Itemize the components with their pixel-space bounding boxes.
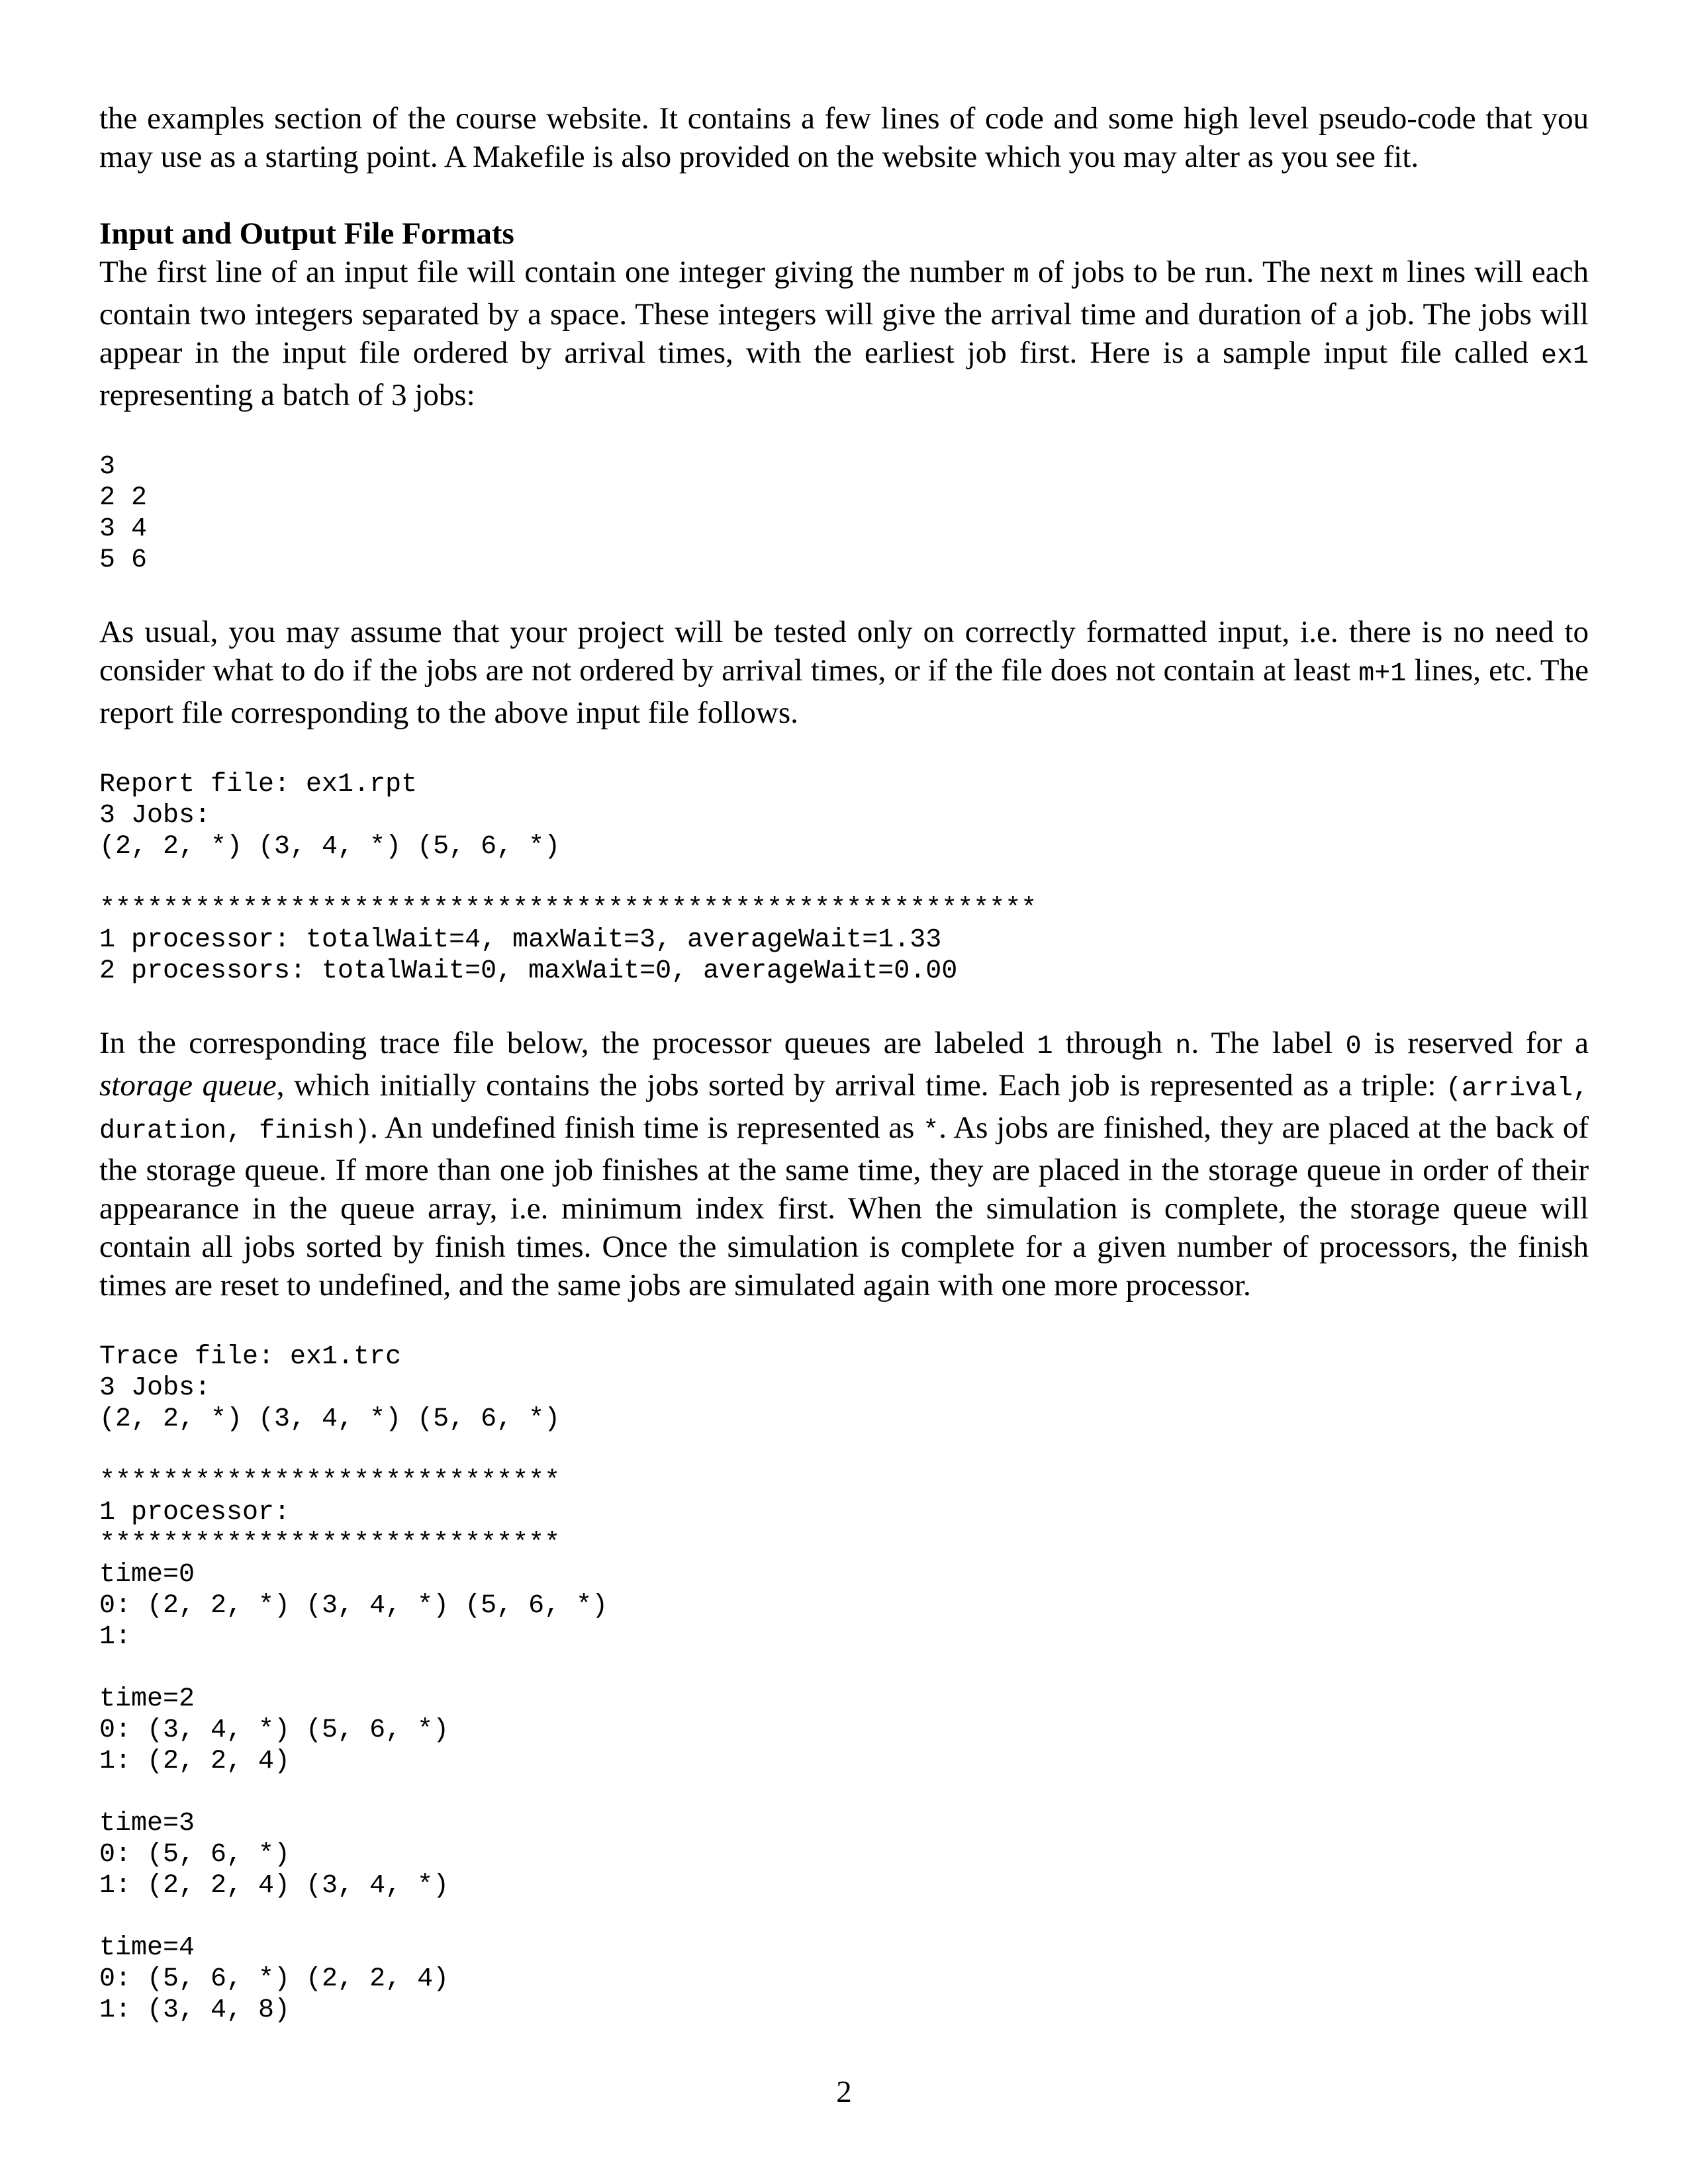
- code-line: time=0: [99, 1560, 195, 1590]
- code-line: 3: [99, 452, 116, 482]
- code-line: time=2: [99, 1684, 195, 1714]
- code-line: 1: (3, 4, 8): [99, 1995, 291, 2025]
- intro-paragraph: the examples section of the course website. It contains a few lines of code and some high level pseudo-code that you may use as a starting point. A Makefile is also provided on the website which you may alter as you see fit.: [99, 101, 1589, 174]
- input-sample: [99, 451, 1589, 576]
- code-line: *****************************: [99, 1529, 561, 1559]
- report-file-listing: [99, 769, 1589, 987]
- code-line: 0: (2, 2, *) (3, 4, *) (5, 6, *): [99, 1591, 608, 1621]
- code-line: [99, 1653, 1589, 1684]
- code-line: Trace file: ex1.trc: [99, 1342, 402, 1372]
- code-line: ***********************************************************: [99, 894, 1037, 924]
- formats-paragraph: The first line of an input file will contain one integer giving the number m of jobs to be run. The next m lines will each contain two integers separated by a space. These integers will give the arrival time and duration of a job. The jobs will appear in the input file ordered by arrival times, with the earliest job first. Here is a sample input file called ex1 representing a batch of 3 jobs:: [99, 255, 1589, 412]
- code-line: 1: (2, 2, 4): [99, 1747, 291, 1776]
- page-number: 2: [836, 2075, 852, 2109]
- code-line: (2, 2, *) (3, 4, *) (5, 6, *): [99, 1404, 561, 1434]
- code-line: 0: (5, 6, *): [99, 1840, 291, 1870]
- code-line: 0: (3, 4, *) (5, 6, *): [99, 1715, 449, 1745]
- code-line: [99, 1901, 1589, 1933]
- code-line: 1: (2, 2, 4) (3, 4, *): [99, 1871, 449, 1901]
- trace-description-paragraph: In the corresponding trace file below, the processor queues are labeled 1 through n. The label 0 is reserved for a storage queue, which initially contains the jobs sorted by arrival time. Each job is represented as a triple: (arrival, duration, finish). An undefined finish time is represented as *. As jobs are finished, they are placed at the back of the storage queue. If more than one job finishes at the same time, they are placed in the storage queue in order of their appearance in the queue array, i.e. minimum index first. When the simulation is complete, the storage queue will contain all jobs sorted by finish times. Once the simulation is complete for a given number of processors, the finish times are reset to undefined, and the same jobs are simulated again with one more processor.: [99, 1026, 1589, 1302]
- code-line: 0: (5, 6, *) (2, 2, 4): [99, 1964, 449, 1994]
- trace-file-listing: [99, 1342, 1589, 2026]
- code-line: [99, 1435, 1589, 1466]
- code-line: 1:: [99, 1622, 132, 1652]
- code-line: (2, 2, *) (3, 4, *) (5, 6, *): [99, 832, 561, 862]
- code-line: 2 processors: totalWait=0, maxWait=0, averageWait=0.00: [99, 956, 958, 986]
- code-line: 5 6: [99, 545, 148, 575]
- code-line: time=4: [99, 1933, 195, 1963]
- code-line: 3 Jobs:: [99, 801, 211, 831]
- code-line: 3 Jobs:: [99, 1373, 211, 1403]
- code-line: 3 4: [99, 514, 148, 544]
- code-line: Report file: ex1.rpt: [99, 770, 418, 799]
- code-line: [99, 1777, 1589, 1808]
- section-heading: Input and Output File Formats: [99, 216, 514, 251]
- code-line: *****************************: [99, 1467, 561, 1496]
- code-line: [99, 862, 1589, 893]
- code-line: time=3: [99, 1809, 195, 1839]
- page-content: [99, 99, 1589, 2026]
- code-line: 2 2: [99, 483, 148, 513]
- usual-paragraph: As usual, you may assume that your project will be tested only on correctly formatted input, i.e. there is no need to consider what to do if the jobs are not ordered by arrival times, or if the file does not contain at least m+1 lines, etc. The report file corresponding to the above input file follows.: [99, 615, 1589, 730]
- code-line: 1 processor: totalWait=4, maxWait=3, averageWait=1.33: [99, 925, 942, 955]
- code-line: 1 processor:: [99, 1498, 291, 1527]
